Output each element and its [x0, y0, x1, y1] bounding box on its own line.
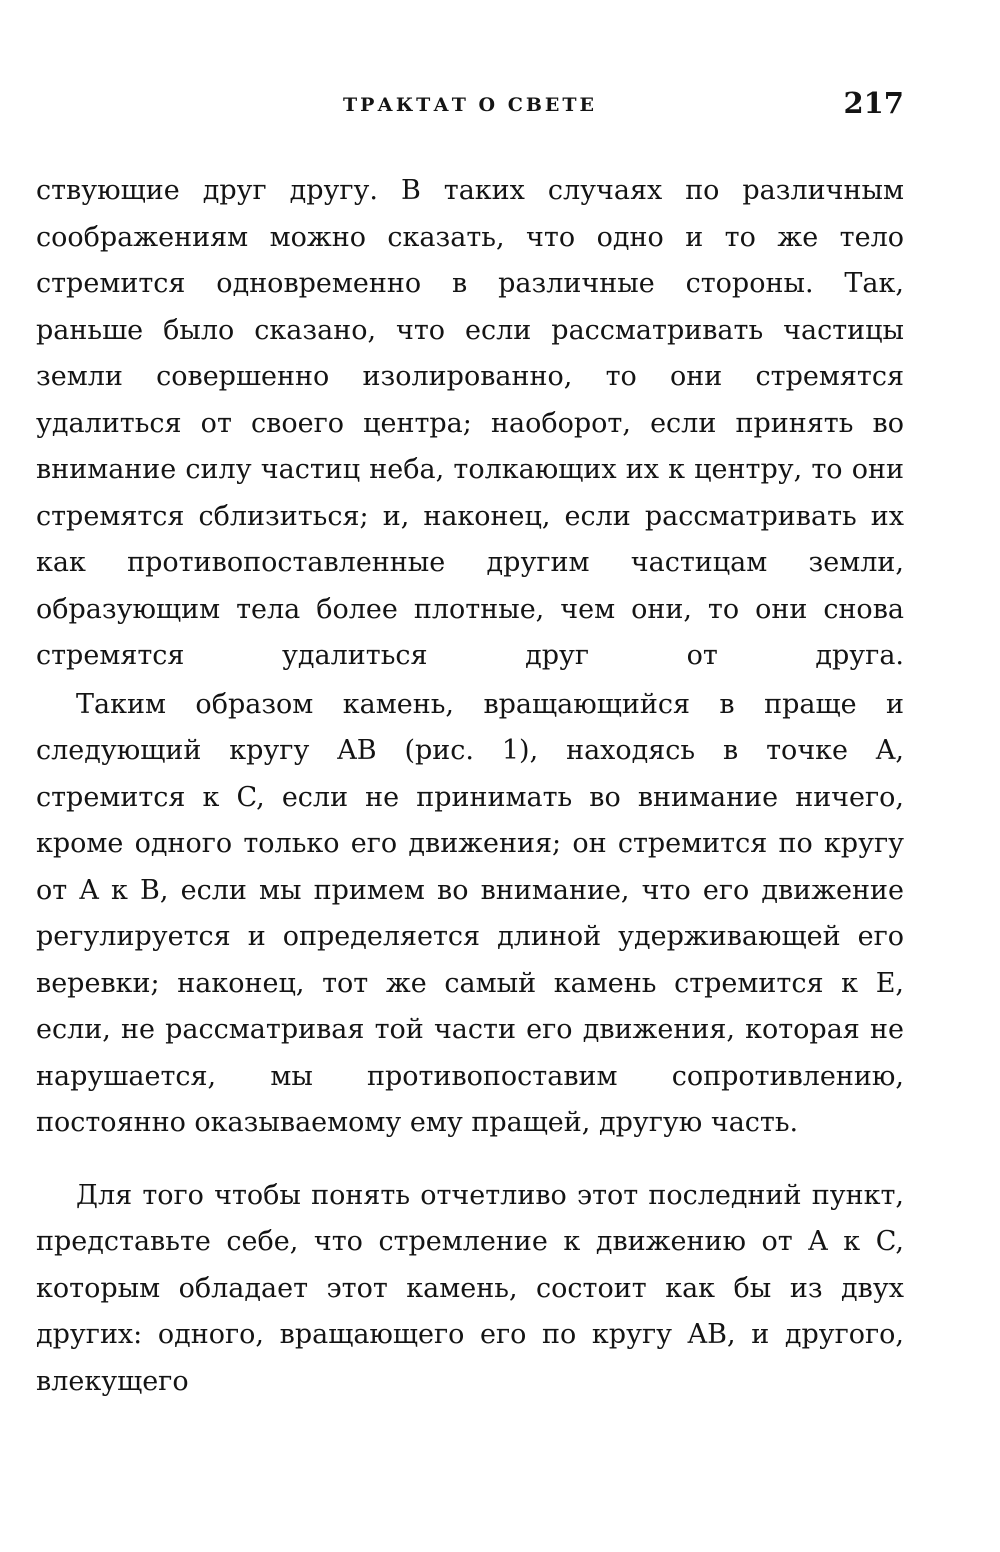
running-title: ТРАКТАТ О СВЕТЕ	[343, 94, 597, 116]
page-number: 217	[843, 86, 904, 120]
paragraph-3: Для того чтобы понять отчетливо этот последний пункт, представьте себе, что стремление к движению от A к C, которым обладает этот камень, состоит как бы из двух других: одного, вращающего его по кругу AB, и другого, влекущего	[36, 1179, 904, 1397]
running-header	[36, 86, 904, 126]
body-text	[36, 168, 904, 1405]
paragraph-2: Таким образом камень, вращающийся в праще и следующий кругу AB (рис. 1), находясь в точке A, стремится к C, если не принимать во внимание ничего, кроме одного только его движения; он стремится по кругу от A к B, если мы примем во внимание, что его движение регулируется и определяется длиной удерживающей его веревки; наконец, тот же самый камень стремится к E, если, не рассматривая той части его движения, которая не нарушается, мы противопоставим сопротивлению, постоянно оказываемому ему пращей, другую часть.	[36, 688, 904, 1138]
paragraph-1: ствующие друг другу. В таких случаях по различным соображениям можно сказать, что одно и то же тело стремится одновременно в различные стороны. Так, раньше было сказано, что если рассматривать частицы земли совершенно изолированно, то они стремятся удалиться от своего центра; наоборот, если принять во внимание силу частиц неба, толкающих их к центру, то они стремятся сблизиться; и, наконец, если рассматривать их как противопоставленные другим частицам земли, образующим тела более плотные, чем они, то они снова стремятся удалиться друг от друга.	[36, 175, 904, 671]
